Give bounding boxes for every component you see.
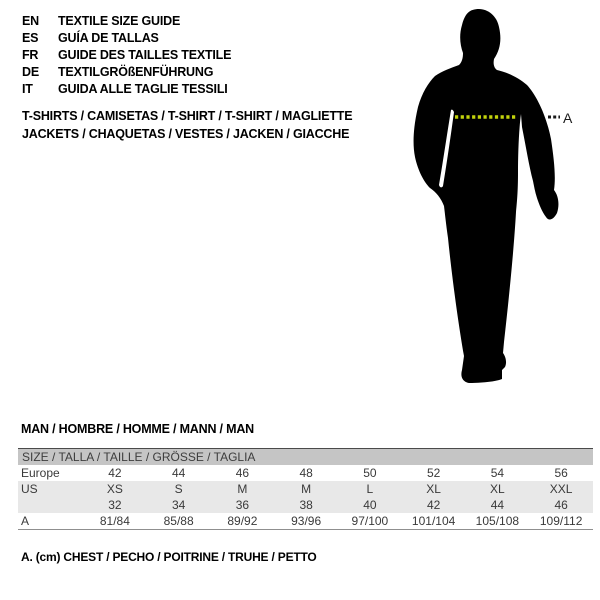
table-row-us-letters [18, 481, 593, 497]
language-title: TEXTILGRÖßENFÜHRUNG [58, 65, 214, 79]
size-cell: 40 [363, 498, 377, 512]
category-jackets: JACKETS / CHAQUETAS / VESTES / JACKEN / GIACCHE [22, 127, 350, 141]
size-cell: XXL [549, 482, 573, 496]
table-row-europe [18, 465, 593, 481]
size-cell: 44 [490, 498, 505, 512]
size-cell: S [174, 482, 183, 496]
size-cell: 56 [554, 466, 568, 480]
size-cell: XS [106, 482, 123, 496]
language-code: FR [22, 48, 39, 62]
row-label: Europe [21, 466, 60, 480]
size-cell: M [237, 482, 248, 496]
size-cell: XL [490, 482, 505, 496]
language-title: TEXTILE SIZE GUIDE [58, 14, 181, 28]
size-cell: 81/84 [99, 514, 130, 528]
size-cell: 50 [363, 466, 377, 480]
size-cell: 97/100 [351, 514, 389, 528]
size-table [18, 448, 593, 530]
size-cell: 93/96 [291, 514, 322, 528]
size-cell: 109/112 [539, 514, 583, 528]
size-cell: 44 [171, 466, 186, 480]
language-title: GUÍA DE TALLAS [58, 31, 159, 45]
size-cell: 52 [426, 466, 441, 480]
row-label [18, 497, 83, 513]
row-label: A [21, 514, 30, 528]
size-cell: M [301, 482, 312, 496]
table-row-chest [18, 513, 593, 529]
section-heading-man: MAN / HOMBRE / HOMME / MANN / MAN [21, 422, 254, 436]
row-label: US [21, 482, 38, 496]
size-cell: 101/104 [411, 514, 456, 528]
size-cell: 38 [299, 498, 313, 512]
size-cell: L [366, 482, 374, 496]
size-cell: 42 [426, 498, 441, 512]
size-cell: 89/92 [227, 514, 258, 528]
size-cell: 85/88 [163, 514, 194, 528]
man-silhouette [414, 9, 559, 383]
language-code: IT [22, 82, 33, 96]
size-cell: XL [426, 482, 441, 496]
language-title: GUIDE DES TAILLES TEXTILE [58, 48, 232, 62]
measurement-label: A [563, 110, 573, 126]
size-cell: 32 [108, 498, 122, 512]
size-cell: 46 [235, 466, 250, 480]
category-tshirts: T-SHIRTS / CAMISETAS / T-SHIRT / T-SHIRT / MAGLIETTE [22, 109, 353, 123]
size-cell: 105/108 [475, 514, 520, 528]
measurement-footnote: A. (cm) CHEST / PECHO / POITRINE / TRUHE / PETTO [21, 550, 317, 564]
size-cell: 46 [554, 498, 568, 512]
size-cell: 42 [108, 466, 122, 480]
size-cell: 36 [235, 498, 250, 512]
size-cell: 48 [299, 466, 313, 480]
table-row-us-numbers [18, 497, 593, 513]
language-title: GUIDA ALLE TAGLIE TESSILI [58, 82, 228, 96]
size-table-header: SIZE / TALLA / TAILLE / GRÖSSE / TAGLIA [18, 449, 593, 465]
language-code: EN [22, 14, 39, 28]
size-cell: 54 [490, 466, 505, 480]
language-code: DE [22, 65, 39, 79]
language-code: ES [22, 31, 39, 45]
size-cell: 34 [171, 498, 186, 512]
